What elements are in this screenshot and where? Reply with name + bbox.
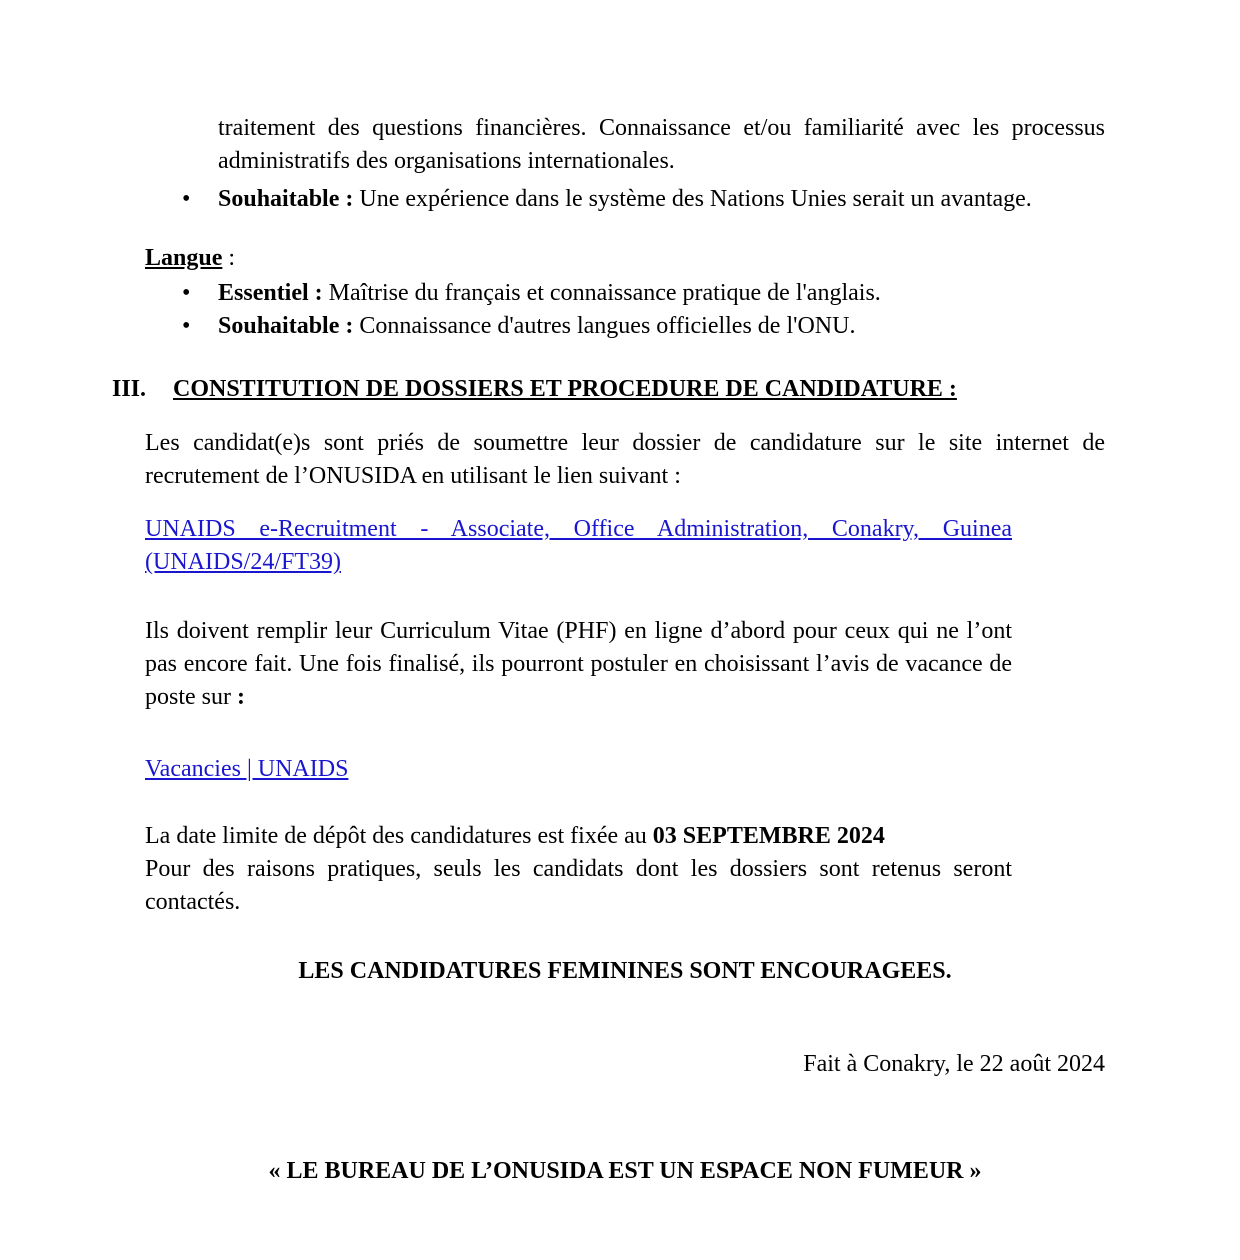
place-and-date-line: Fait à Conakry, le 22 août 2024 <box>803 1051 1105 1077</box>
essential-label: Essentiel : <box>218 280 323 306</box>
list-item-language-essential <box>145 277 1105 310</box>
recruitment-link[interactable] <box>145 513 1012 579</box>
list-item-language-desirable <box>145 310 1105 343</box>
section-number: III. <box>112 376 147 402</box>
recruitment-link-line1[interactable]: UNAIDS e-Recruitment - Associate, Office Administration, Conakry, Guinea <box>145 516 1012 542</box>
cv-instructions-colon: : <box>237 684 245 710</box>
essential-text: Maîtrise du français et connaissance pratique de l'anglais. <box>322 280 881 306</box>
contact-note-paragraph: Pour des raisons pratiques, seuls les candidats dont les dossiers sont retenus seront contactés. <box>145 856 1012 915</box>
application-intro-paragraph: Les candidat(e)s sont priés de soumettre leur dossier de candidature sur le site internet de recrutement de l’ONUSIDA en utilisant le lien suivant : <box>145 430 1105 489</box>
female-candidates-notice: LES CANDIDATURES FEMININES SONT ENCOURAGEES. <box>298 958 952 984</box>
list-item-text <box>218 277 1105 310</box>
list-item-desirable-experience <box>145 183 1105 216</box>
desirable-text: Une expérience dans le système des Nations Unies serait un avantage. <box>353 186 1032 212</box>
non-smoking-notice: « LE BUREAU DE L’ONUSIDA EST UN ESPACE NON FUMEUR » <box>268 1158 982 1184</box>
vacancies-link[interactable]: Vacancies | UNAIDS <box>145 756 349 782</box>
bullet-icon: • <box>182 313 191 339</box>
section-title: CONSTITUTION DE DOSSIERS ET PROCEDURE DE CANDIDATURE : <box>173 376 957 402</box>
desirable-language-text: Connaissance d'autres langues officielles de l'ONU. <box>353 313 856 339</box>
bullet-icon: • <box>182 186 191 212</box>
desirable-label: Souhaitable : <box>218 186 354 212</box>
language-heading: Langue <box>145 245 223 271</box>
list-item-text <box>218 183 1105 216</box>
language-heading-colon: : <box>222 245 236 271</box>
list-item-text <box>218 310 1105 343</box>
deadline-date: 03 SEPTEMBRE 2024 <box>652 823 885 849</box>
recruitment-link-line2[interactable]: (UNAIDS/24/FT39) <box>145 549 341 575</box>
cv-instructions-paragraph <box>145 615 1012 714</box>
cv-instructions-text: Ils doivent remplir leur Curriculum Vitae (PHF) en ligne d’abord pour ceux qui ne l’ont pas encore fait. Une fois finalisé, ils pourront postuler en choisissant l’avis de vacance de poste sur <box>145 618 1012 710</box>
bullet-icon: • <box>182 280 191 306</box>
qualifications-continuation-paragraph: traitement des questions financières. Connaissance et/ou familiarité avec les processus administratifs des organisations internationales. <box>218 115 1105 174</box>
language-heading-line <box>145 242 1105 275</box>
desirable-language-label: Souhaitable : <box>218 313 354 339</box>
deadline-line <box>145 820 1105 853</box>
deadline-prefix: La date limite de dépôt des candidatures est fixée au <box>145 823 653 849</box>
section-heading-constitution <box>112 373 1105 406</box>
